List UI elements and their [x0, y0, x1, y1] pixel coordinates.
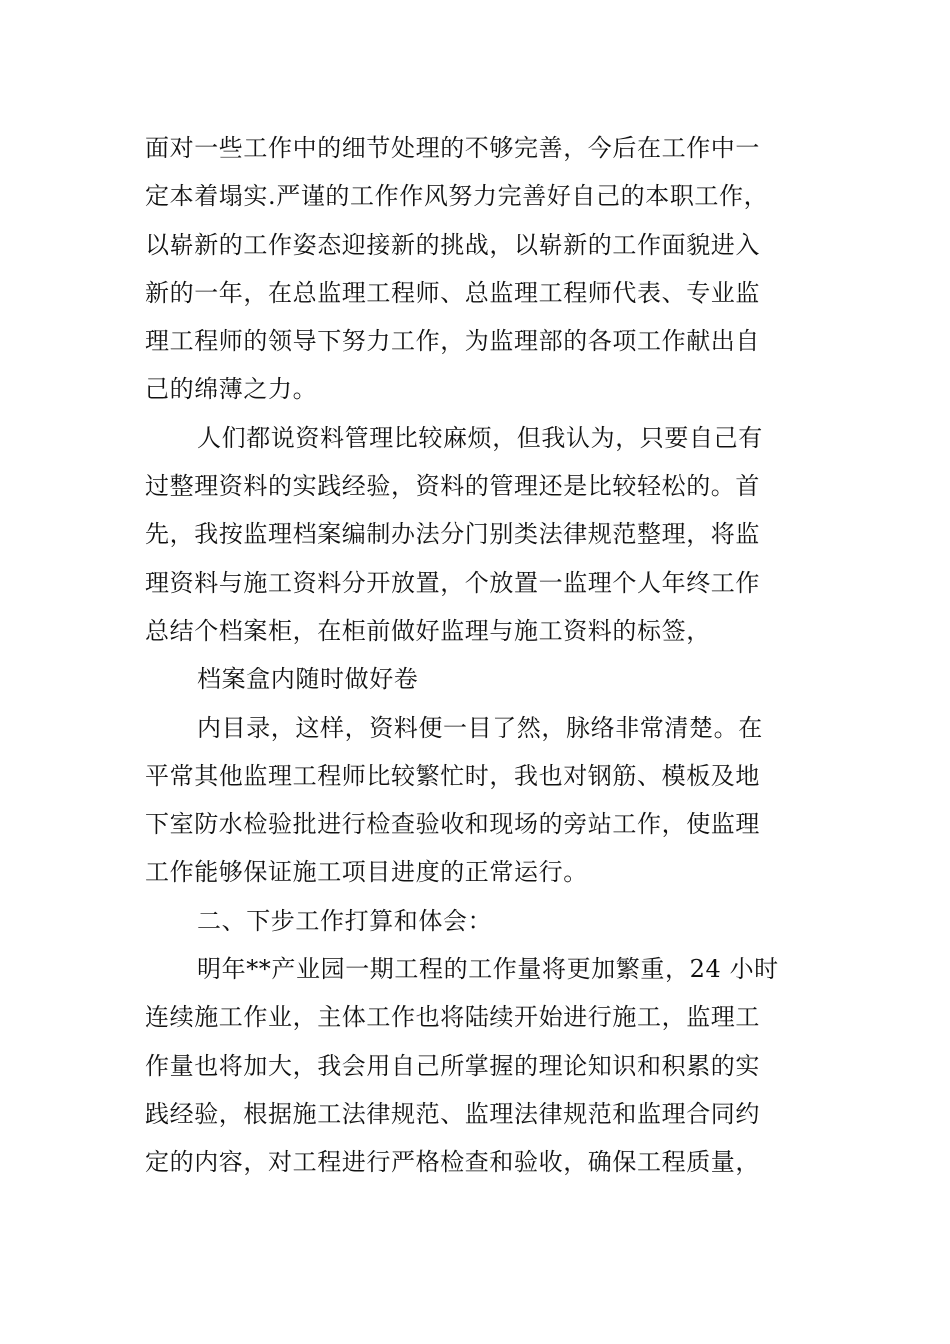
document-body	[145, 124, 805, 1187]
text-line: 以崭新的工作姿态迎接新的挑战，以崭新的工作面貌进入	[145, 230, 760, 259]
paragraph-start-line: 人们都说资料管理比较麻烦，但我认为，只要自己有	[197, 423, 763, 452]
text-line: 面对一些工作中的细节处理的不够完善，今后在工作中一	[145, 134, 760, 162]
paragraph-start-line: 明年**产业园一期工程的工作量将更加繁重，24 小时	[197, 955, 779, 984]
section-heading: 二、下步工作打算和体会：	[197, 906, 493, 935]
text-line: 理工程师的领导下努力工作，为监理部的各项工作献出自	[145, 327, 760, 356]
text-line: 新的一年，在总监理工程师、总监理工程师代表、专业监	[145, 278, 760, 307]
text-line: 工作能够保证施工项目进度的正常运行。	[145, 858, 588, 887]
paragraph-start-line: 内目录，这样，资料便一目了然，脉络非常清楚。在	[197, 713, 763, 742]
text-line: 定本着塌实.严谨的工作作风努力完善好自己的本职工作，	[145, 182, 769, 211]
text-line: 总结个档案柜，在柜前做好监理与施工资料的标签，	[145, 616, 711, 645]
text-line: 践经验，根据施工法律规范、监理法律规范和监理合同约	[145, 1099, 760, 1128]
text-line: 定的内容，对工程进行严格检查和验收，确保工程质量，	[145, 1148, 760, 1177]
text-line: 平常其他监理工程师比较繁忙时，我也对钢筋、模板及地	[145, 761, 760, 790]
text-line: 先，我按监理档案编制办法分门别类法律规范整理，将监	[145, 520, 760, 549]
text-line: 己的绵薄之力。	[145, 375, 318, 404]
text-line: 下室防水检验批进行检查验收和现场的旁站工作，使监理	[145, 810, 760, 839]
text-line: 作量也将加大，我会用自己所掌握的理论知识和积累的实	[145, 1051, 760, 1080]
paragraph-start-line: 档案盒内随时做好卷	[197, 665, 419, 694]
text-line: 连续施工作业，主体工作也将陆续开始进行施工，监理工	[145, 1003, 760, 1032]
text-line: 过整理资料的实践经验，资料的管理还是比较轻松的。首	[145, 472, 760, 501]
text-line: 理资料与施工资料分开放置，个放置一监理个人年终工作	[145, 568, 760, 597]
